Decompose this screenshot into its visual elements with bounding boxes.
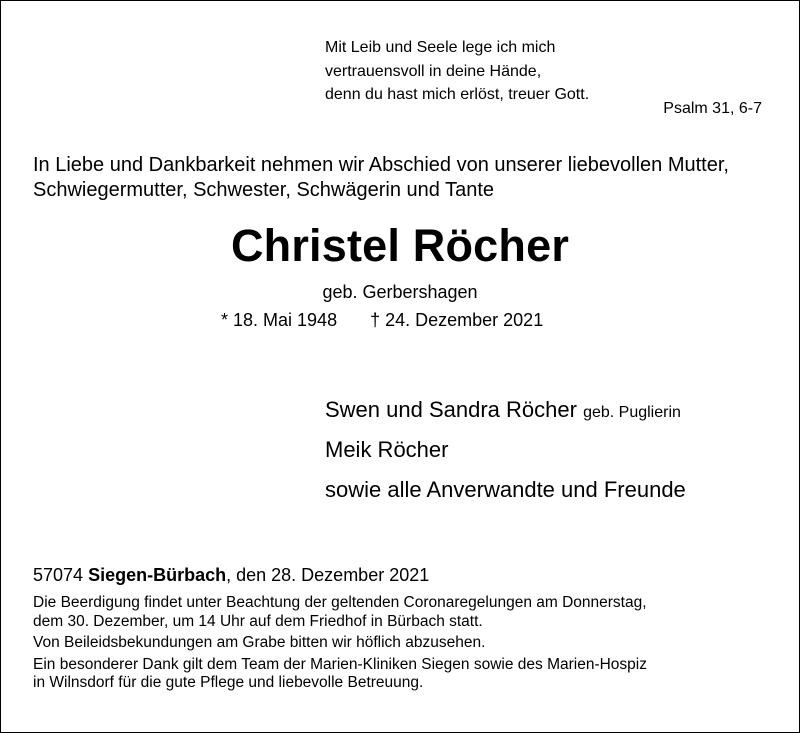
notice-line: dem 30. Dezember, um 14 Uhr auf dem Friedhof in Bürbach statt. (33, 612, 483, 630)
verse-line: denn du hast mich erlöst, treuer Gott. (325, 86, 590, 103)
notices (33, 594, 647, 696)
notice-line: Die Beerdigung findet unter Beachtung der geltenden Coronaregelungen am Donnerstag, (33, 594, 647, 611)
mourner-entry (325, 475, 686, 515)
intro-text (33, 153, 729, 203)
mourner-entry (325, 395, 686, 435)
mourner-name: sowie alle Anverwandte und Freunde (325, 477, 686, 502)
place-and-date (33, 565, 429, 586)
notice-line: Von Beileidsbekundungen am Grabe bitten wir höflich abzusehen. (33, 634, 486, 651)
mourner-entry (325, 435, 686, 475)
birth-date: * 18. Mai 1948 (221, 310, 338, 330)
verse-line: Mit Leib und Seele lege ich mich (325, 39, 556, 56)
mourner-note: geb. Puglierin (583, 404, 681, 421)
maiden-name: geb. Gerbershagen (322, 282, 478, 302)
mourners-list (325, 395, 686, 515)
deceased-name: Christel Röcher (230, 220, 570, 271)
mourner-name: Meik Röcher (325, 437, 449, 462)
thanks-notice (33, 656, 647, 693)
verse-reference: Psalm 31, 6-7 (663, 100, 762, 117)
life-dates (221, 310, 543, 331)
verse-line: vertrauensvoll in deine Hände, (325, 62, 542, 80)
letter-date: , den 28. Dezember 2021 (226, 565, 430, 585)
city: Siegen-Bürbach (88, 565, 227, 585)
notice-line: Ein besonderer Dank gilt dem Team der Marien-Kliniken Siegen sowie des Marien-Hospiz (33, 655, 647, 673)
death-date: † 24. Dezember 2021 (370, 310, 544, 330)
notice-line: in Wilnsdorf für die gute Pflege und liebevolle Betreuung. (33, 674, 424, 691)
postcode: 57074 (33, 565, 84, 585)
intro-line: In Liebe und Dankbarkeit nehmen wir Abschied von unserer liebevollen Mutter, (33, 154, 729, 176)
funeral-notice (33, 594, 647, 631)
intro-line: Schwiegermutter, Schwester, Schwägerin und Tante (33, 179, 494, 201)
condolence-notice (33, 634, 647, 653)
bible-verse (325, 36, 589, 107)
mourner-name: Swen und Sandra Röcher (325, 397, 577, 422)
